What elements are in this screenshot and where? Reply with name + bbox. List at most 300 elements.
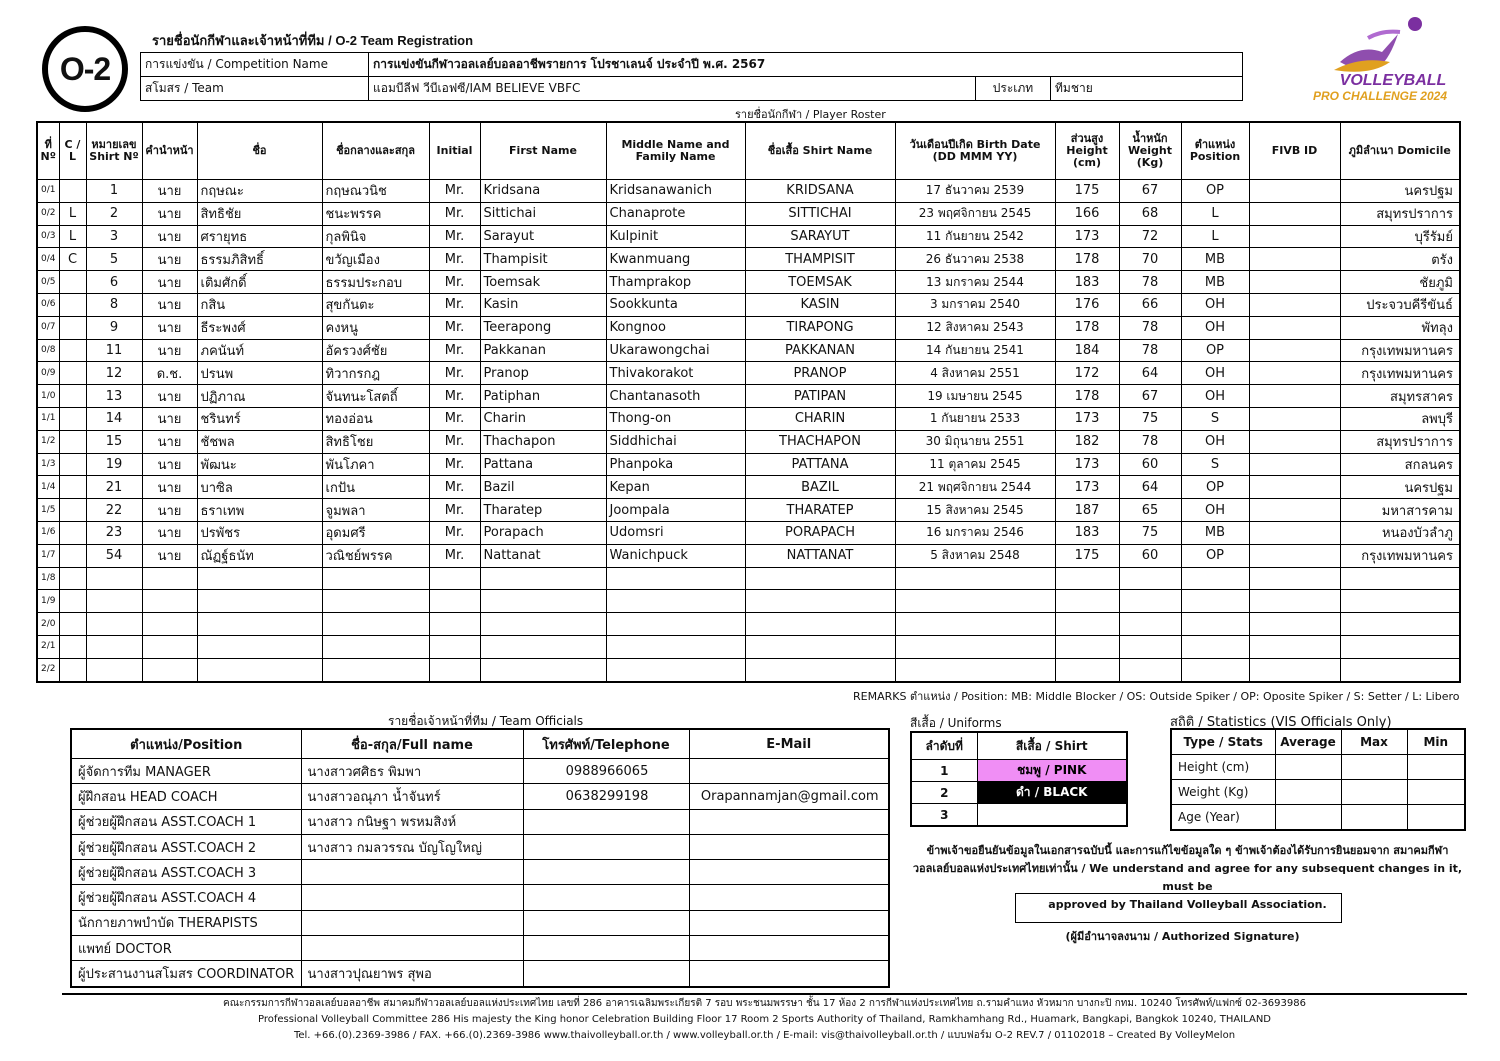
official-tel-cell: 0988966065 — [523, 759, 689, 784]
player-cl-cell — [59, 316, 86, 339]
stats-min-cell — [1407, 755, 1465, 780]
player-weight-cell — [1119, 613, 1181, 636]
player-shirt-name-cell — [745, 590, 895, 613]
player-cl-cell — [59, 658, 86, 681]
player-birth-cell: 4 สิงหาคม 2551 — [895, 362, 1055, 385]
player-prefix-cell: นาย — [142, 499, 197, 522]
player-row — [37, 248, 1460, 271]
player-position-cell — [1181, 567, 1249, 590]
player-name-cell — [197, 658, 322, 681]
team-officials-table — [70, 728, 890, 988]
official-row — [71, 961, 889, 987]
player-height-cell: 178 — [1055, 248, 1119, 271]
player-first-cell: Teerapong — [480, 316, 606, 339]
player-cl-cell: L — [59, 202, 86, 225]
player-shirt-name-cell: SITTICHAI — [745, 202, 895, 225]
player-first-cell: Charin — [480, 407, 606, 430]
player-position-cell: MB — [1181, 248, 1249, 271]
player-family-cell — [606, 658, 745, 681]
player-surname-cell: อุดมศรี — [322, 521, 429, 544]
player-name-cell — [197, 635, 322, 658]
signature-box[interactable] — [1015, 893, 1342, 923]
player-birth-cell — [895, 635, 1055, 658]
player-fivb-cell — [1249, 521, 1340, 544]
player-name-cell: พัฒนะ — [197, 453, 322, 476]
player-shirt-cell: 14 — [86, 407, 142, 430]
player-family-cell: Siddhichai — [606, 430, 745, 453]
player-row — [37, 613, 1460, 636]
player-cl-cell — [59, 271, 86, 294]
player-birth-cell — [895, 590, 1055, 613]
player-birth-cell: 13 มกราคม 2544 — [895, 271, 1055, 294]
player-domicile-cell: ลพบุรี — [1340, 407, 1460, 430]
player-shirt-name-cell — [745, 613, 895, 636]
player-initial-cell — [429, 590, 480, 613]
player-initial-cell: Mr. — [429, 248, 480, 271]
official-position-cell: แพทย์ DOCTOR — [71, 936, 301, 961]
player-cl-cell — [59, 339, 86, 362]
player-birth-cell — [895, 658, 1055, 681]
player-height-cell — [1055, 635, 1119, 658]
player-birth-cell: 30 มิถุนายน 2551 — [895, 430, 1055, 453]
player-domicile-cell — [1340, 590, 1460, 613]
player-prefix-cell: นาย — [142, 385, 197, 408]
player-shirt-cell: 1 — [86, 180, 142, 203]
competition-label: การแข่งขัน / Competition Name — [141, 53, 369, 77]
player-weight-cell: 72 — [1119, 225, 1181, 248]
player-prefix-cell: นาย — [142, 407, 197, 430]
player-weight-cell: 70 — [1119, 248, 1181, 271]
stats-row — [1171, 755, 1465, 780]
player-height-cell — [1055, 590, 1119, 613]
player-initial-cell: Mr. — [429, 271, 480, 294]
player-first-cell: Thampisit — [480, 248, 606, 271]
official-email-cell — [689, 759, 889, 784]
player-fivb-cell — [1249, 248, 1340, 271]
player-family-cell: Ukarawongchai — [606, 339, 745, 362]
player-shirt-cell — [86, 567, 142, 590]
official-tel-cell: 0638299198 — [523, 784, 689, 809]
player-row — [37, 499, 1460, 522]
player-cl-cell — [59, 544, 86, 567]
player-name-cell: ภคนันท์ — [197, 339, 322, 362]
player-first-cell: Patiphan — [480, 385, 606, 408]
column-header: Min — [1407, 729, 1465, 755]
player-no-cell: 1/8 — [37, 567, 59, 590]
player-row — [37, 293, 1460, 316]
player-first-cell: Sittichai — [480, 202, 606, 225]
player-height-cell: 184 — [1055, 339, 1119, 362]
official-position-cell: นักกายภาพบำบัด THERAPISTS — [71, 910, 301, 935]
player-family-cell: Thamprakop — [606, 271, 745, 294]
player-first-cell — [480, 590, 606, 613]
player-domicile-cell: สมุทรปราการ — [1340, 202, 1460, 225]
player-surname-cell: คงหนู — [322, 316, 429, 339]
player-weight-cell: 75 — [1119, 407, 1181, 430]
column-header: ที่ Nº — [37, 122, 59, 180]
player-cl-cell — [59, 453, 86, 476]
player-shirt-name-cell: PAKKANAN — [745, 339, 895, 362]
player-first-cell: Kasin — [480, 293, 606, 316]
official-position-cell: ผู้ช่วยผู้ฝึกสอน ASST.COACH 1 — [71, 809, 301, 834]
player-weight-cell: 78 — [1119, 339, 1181, 362]
player-first-cell: Bazil — [480, 476, 606, 499]
stats-avg-cell — [1275, 780, 1341, 805]
official-row — [71, 910, 889, 935]
column-header: คำนำหน้า — [142, 122, 197, 180]
player-birth-cell — [895, 613, 1055, 636]
player-first-cell: Porapach — [480, 521, 606, 544]
footer-line2: Professional Volleyball Committee 286 His majesty the King honor Celebration Building Floor 17 Room 2 Sports Authority of Thailand, Ramkhamhang Rd., Huamark, Bangkapi, Bangkok 10240, THAILAND — [257, 1014, 1272, 1025]
player-weight-cell: 64 — [1119, 362, 1181, 385]
player-weight-cell: 66 — [1119, 293, 1181, 316]
player-weight-cell: 60 — [1119, 453, 1181, 476]
official-row — [71, 885, 889, 910]
player-family-cell — [606, 635, 745, 658]
footer-divider — [62, 993, 1467, 995]
player-name-cell: ปรพัชร — [197, 521, 322, 544]
player-surname-cell — [322, 613, 429, 636]
player-shirt-cell: 21 — [86, 476, 142, 499]
player-birth-cell: 5 สิงหาคม 2548 — [895, 544, 1055, 567]
player-domicile-cell: สมุทรปราการ — [1340, 430, 1460, 453]
player-prefix-cell — [142, 590, 197, 613]
player-weight-cell: 60 — [1119, 544, 1181, 567]
player-row — [37, 225, 1460, 248]
player-no-cell: 1/2 — [37, 430, 59, 453]
player-height-cell: 183 — [1055, 521, 1119, 544]
player-birth-cell: 15 สิงหาคม 2545 — [895, 499, 1055, 522]
player-shirt-name-cell: KRIDSANA — [745, 180, 895, 203]
player-name-cell: ธีระพงศ์ — [197, 316, 322, 339]
column-header: ตำแหน่ง Position — [1181, 122, 1249, 180]
player-row — [37, 521, 1460, 544]
player-row — [37, 339, 1460, 362]
player-family-cell — [606, 567, 745, 590]
player-cl-cell: L — [59, 225, 86, 248]
player-surname-cell: สิทธิโชย — [322, 430, 429, 453]
official-position-cell: ผู้ฝึกสอน HEAD COACH — [71, 784, 301, 809]
player-domicile-cell: กรุงเทพมหานคร — [1340, 362, 1460, 385]
player-row — [37, 180, 1460, 203]
official-email-cell — [689, 961, 889, 987]
column-header: C / L — [59, 122, 86, 180]
player-weight-cell: 78 — [1119, 271, 1181, 294]
column-header: น้ำหนัก Weight (Kg) — [1119, 122, 1181, 180]
player-row — [37, 407, 1460, 430]
official-position-cell: ผู้จัดการทีม MANAGER — [71, 759, 301, 784]
team-label: สโมสร / Team — [141, 77, 369, 101]
stats-min-cell — [1407, 805, 1465, 831]
stats-type-cell: Weight (Kg) — [1171, 780, 1275, 805]
player-position-cell: OP — [1181, 180, 1249, 203]
uniforms-header-row — [911, 732, 1127, 760]
player-birth-cell: 12 สิงหาคม 2543 — [895, 316, 1055, 339]
player-row — [37, 316, 1460, 339]
player-row — [37, 453, 1460, 476]
player-position-cell: S — [1181, 453, 1249, 476]
column-header: E-Mail — [689, 729, 889, 759]
official-tel-cell — [523, 860, 689, 885]
player-name-cell — [197, 567, 322, 590]
column-header: โทรศัพท์/Telephone — [523, 729, 689, 759]
player-weight-cell — [1119, 567, 1181, 590]
player-height-cell: 175 — [1055, 180, 1119, 203]
player-first-cell — [480, 613, 606, 636]
player-domicile-cell: มหาสารคาม — [1340, 499, 1460, 522]
player-initial-cell: Mr. — [429, 521, 480, 544]
player-family-cell: Kepan — [606, 476, 745, 499]
player-surname-cell: กฤษณวนิช — [322, 180, 429, 203]
player-row — [37, 271, 1460, 294]
player-fivb-cell — [1249, 544, 1340, 567]
player-first-cell — [480, 635, 606, 658]
stats-min-cell — [1407, 780, 1465, 805]
player-position-cell: L — [1181, 202, 1249, 225]
player-fivb-cell — [1249, 567, 1340, 590]
player-shirt-name-cell: PORAPACH — [745, 521, 895, 544]
player-no-cell: 1/9 — [37, 590, 59, 613]
player-birth-cell — [895, 567, 1055, 590]
player-no-cell: 1/1 — [37, 407, 59, 430]
player-first-cell: Kridsana — [480, 180, 606, 203]
player-no-cell: 0/8 — [37, 339, 59, 362]
player-surname-cell: ทิวากรกฎ — [322, 362, 429, 385]
player-family-cell: Sookkunta — [606, 293, 745, 316]
official-row — [71, 936, 889, 961]
player-name-cell: กฤษณะ — [197, 180, 322, 203]
stats-header-row — [1171, 729, 1465, 755]
player-domicile-cell: หนองบัวลำภู — [1340, 521, 1460, 544]
player-position-cell — [1181, 658, 1249, 681]
uniform-shirt-cell — [977, 804, 1127, 827]
officials-header-row — [71, 729, 889, 759]
player-shirt-cell: 5 — [86, 248, 142, 271]
column-header: ชื่อ — [197, 122, 322, 180]
player-row — [37, 544, 1460, 567]
player-shirt-cell: 54 — [86, 544, 142, 567]
form-title: รายชื่อนักกีฬาและเจ้าหน้าที่ทีม / O-2 Team Registration — [152, 33, 474, 48]
player-shirt-cell — [86, 658, 142, 681]
player-position-cell — [1181, 635, 1249, 658]
column-header: Middle Name and Family Name — [606, 122, 745, 180]
column-header: ชื่อกลางและสกุล — [322, 122, 429, 180]
player-shirt-cell: 15 — [86, 430, 142, 453]
player-weight-cell: 67 — [1119, 180, 1181, 203]
player-initial-cell — [429, 613, 480, 636]
official-position-cell: ผู้ประสานงานสโมสร COORDINATOR — [71, 961, 301, 987]
player-birth-cell: 11 ตุลาคม 2545 — [895, 453, 1055, 476]
player-height-cell: 173 — [1055, 225, 1119, 248]
player-weight-cell — [1119, 635, 1181, 658]
uniform-no-cell: 1 — [911, 760, 977, 782]
column-header: ชื่อเสื้อ Shirt Name — [745, 122, 895, 180]
player-position-cell: OH — [1181, 362, 1249, 385]
player-shirt-name-cell: THACHAPON — [745, 430, 895, 453]
player-surname-cell: ทองอ่อน — [322, 407, 429, 430]
player-position-cell: OH — [1181, 430, 1249, 453]
player-no-cell: 0/4 — [37, 248, 59, 271]
player-height-cell: 187 — [1055, 499, 1119, 522]
player-name-cell: เติมศักดิ์ — [197, 271, 322, 294]
player-cl-cell — [59, 590, 86, 613]
player-fivb-cell — [1249, 271, 1340, 294]
brand-line1: VOLLEYBALL — [1339, 72, 1447, 89]
player-initial-cell: Mr. — [429, 453, 480, 476]
position-remarks: REMARKS ตำแหน่ง / Position: MB: Middle Blocker / OS: Outside Spiker / OP: Oposite Spiker / S: Setter / L: Libero — [853, 690, 1460, 703]
type-label: ประเภท — [976, 77, 1051, 101]
player-family-cell: Kridsanawanich — [606, 180, 745, 203]
player-domicile-cell: นครปฐม — [1340, 180, 1460, 203]
player-prefix-cell: นาย — [142, 271, 197, 294]
player-surname-cell: พันโภคา — [322, 453, 429, 476]
official-email-cell — [689, 809, 889, 834]
player-no-cell: 0/5 — [37, 271, 59, 294]
player-fivb-cell — [1249, 180, 1340, 203]
official-email-cell — [689, 860, 889, 885]
official-position-cell: ผู้ช่วยผู้ฝึกสอน ASST.COACH 3 — [71, 860, 301, 885]
column-header: สีเสื้อ / Shirt — [977, 732, 1127, 760]
official-row — [71, 860, 889, 885]
official-tel-cell — [523, 961, 689, 987]
player-shirt-cell — [86, 590, 142, 613]
player-initial-cell: Mr. — [429, 339, 480, 362]
column-header: Average — [1275, 729, 1341, 755]
player-family-cell: Thong-on — [606, 407, 745, 430]
player-prefix-cell: นาย — [142, 430, 197, 453]
player-no-cell: 1/4 — [37, 476, 59, 499]
player-shirt-cell: 8 — [86, 293, 142, 316]
player-family-cell: Chantanasoth — [606, 385, 745, 408]
player-prefix-cell: นาย — [142, 248, 197, 271]
player-fivb-cell — [1249, 293, 1340, 316]
player-initial-cell: Mr. — [429, 202, 480, 225]
player-position-cell: S — [1181, 407, 1249, 430]
player-prefix-cell: ด.ช. — [142, 362, 197, 385]
player-birth-cell: 19 เมษายน 2545 — [895, 385, 1055, 408]
player-shirt-cell: 19 — [86, 453, 142, 476]
player-shirt-cell: 12 — [86, 362, 142, 385]
player-position-cell: OP — [1181, 544, 1249, 567]
player-cl-cell — [59, 293, 86, 316]
player-shirt-cell: 3 — [86, 225, 142, 248]
player-surname-cell: ชนะพรรค — [322, 202, 429, 225]
officials-caption: รายชื่อเจ้าหน้าที่ทีม / Team Officials — [388, 714, 584, 728]
player-shirt-name-cell: NATTANAT — [745, 544, 895, 567]
player-position-cell: OP — [1181, 476, 1249, 499]
official-email-cell — [689, 885, 889, 910]
player-first-cell: Toemsak — [480, 271, 606, 294]
player-position-cell: OH — [1181, 499, 1249, 522]
player-position-cell: MB — [1181, 271, 1249, 294]
player-surname-cell — [322, 567, 429, 590]
player-no-cell: 0/2 — [37, 202, 59, 225]
player-shirt-name-cell: THARATEP — [745, 499, 895, 522]
player-initial-cell — [429, 567, 480, 590]
player-shirt-name-cell: KASIN — [745, 293, 895, 316]
column-header: Initial — [429, 122, 480, 180]
player-row — [37, 635, 1460, 658]
player-domicile-cell: ประจวบคีรีขันธ์ — [1340, 293, 1460, 316]
player-shirt-name-cell: SARAYUT — [745, 225, 895, 248]
player-domicile-cell — [1340, 567, 1460, 590]
player-shirt-cell: 6 — [86, 271, 142, 294]
player-name-cell: ธรรมภิสิทธิ์ — [197, 248, 322, 271]
player-no-cell: 0/9 — [37, 362, 59, 385]
player-height-cell: 173 — [1055, 476, 1119, 499]
competition-row — [141, 53, 1243, 77]
player-domicile-cell: ตรัง — [1340, 248, 1460, 271]
player-name-cell — [197, 613, 322, 636]
player-shirt-name-cell: CHARIN — [745, 407, 895, 430]
player-name-cell: บาซิล — [197, 476, 322, 499]
player-position-cell: MB — [1181, 521, 1249, 544]
player-domicile-cell: กรุงเทพมหานคร — [1340, 339, 1460, 362]
player-name-cell: สิทธิชัย — [197, 202, 322, 225]
player-shirt-cell: 23 — [86, 521, 142, 544]
player-initial-cell: Mr. — [429, 316, 480, 339]
player-prefix-cell — [142, 658, 197, 681]
official-email-cell — [689, 910, 889, 935]
player-first-cell: Thachapon — [480, 430, 606, 453]
player-name-cell: ณัฏฐ์ธนัท — [197, 544, 322, 567]
competition-value: การแข่งขันกีฬาวอลเลย์บอลอาชีพรายการ โปรชาเลนจ์ ประจำปี พ.ศ. 2567 — [369, 53, 1243, 77]
player-shirt-cell: 13 — [86, 385, 142, 408]
official-row — [71, 834, 889, 859]
player-prefix-cell — [142, 635, 197, 658]
player-cl-cell — [59, 476, 86, 499]
official-tel-cell — [523, 809, 689, 834]
player-name-cell: ชรินทร์ — [197, 407, 322, 430]
player-birth-cell: 14 กันยายน 2541 — [895, 339, 1055, 362]
player-initial-cell: Mr. — [429, 385, 480, 408]
player-birth-cell: 11 กันยายน 2542 — [895, 225, 1055, 248]
player-name-cell: ธราเทพ — [197, 499, 322, 522]
player-prefix-cell: นาย — [142, 453, 197, 476]
player-domicile-cell — [1340, 635, 1460, 658]
brand-line2: PRO CHALLENGE 2024 — [1312, 89, 1448, 103]
player-surname-cell: อัครวงศ์ชัย — [322, 339, 429, 362]
player-initial-cell: Mr. — [429, 544, 480, 567]
player-fivb-cell — [1249, 362, 1340, 385]
player-position-cell — [1181, 590, 1249, 613]
player-prefix-cell: นาย — [142, 339, 197, 362]
player-shirt-name-cell: TIRAPONG — [745, 316, 895, 339]
player-surname-cell: ขวัญเมือง — [322, 248, 429, 271]
official-tel-cell — [523, 936, 689, 961]
player-prefix-cell: นาย — [142, 293, 197, 316]
player-no-cell: 0/6 — [37, 293, 59, 316]
player-no-cell: 0/1 — [37, 180, 59, 203]
player-cl-cell — [59, 613, 86, 636]
player-domicile-cell: พัทลุง — [1340, 316, 1460, 339]
player-surname-cell: ธรรมประกอบ — [322, 271, 429, 294]
player-height-cell: 178 — [1055, 385, 1119, 408]
uniform-shirt-cell: ดำ / BLACK — [977, 782, 1127, 804]
player-surname-cell — [322, 590, 429, 613]
player-position-cell: OP — [1181, 339, 1249, 362]
official-email-cell — [689, 936, 889, 961]
player-shirt-name-cell: TOEMSAK — [745, 271, 895, 294]
player-first-cell: Nattanat — [480, 544, 606, 567]
player-height-cell — [1055, 613, 1119, 636]
uniform-shirt-cell: ชมพู / PINK — [977, 760, 1127, 782]
uniform-row — [911, 782, 1127, 804]
player-family-cell: Kwanmuang — [606, 248, 745, 271]
player-surname-cell: สุขกันตะ — [322, 293, 429, 316]
player-prefix-cell: นาย — [142, 316, 197, 339]
column-header: FIVB ID — [1249, 122, 1340, 180]
